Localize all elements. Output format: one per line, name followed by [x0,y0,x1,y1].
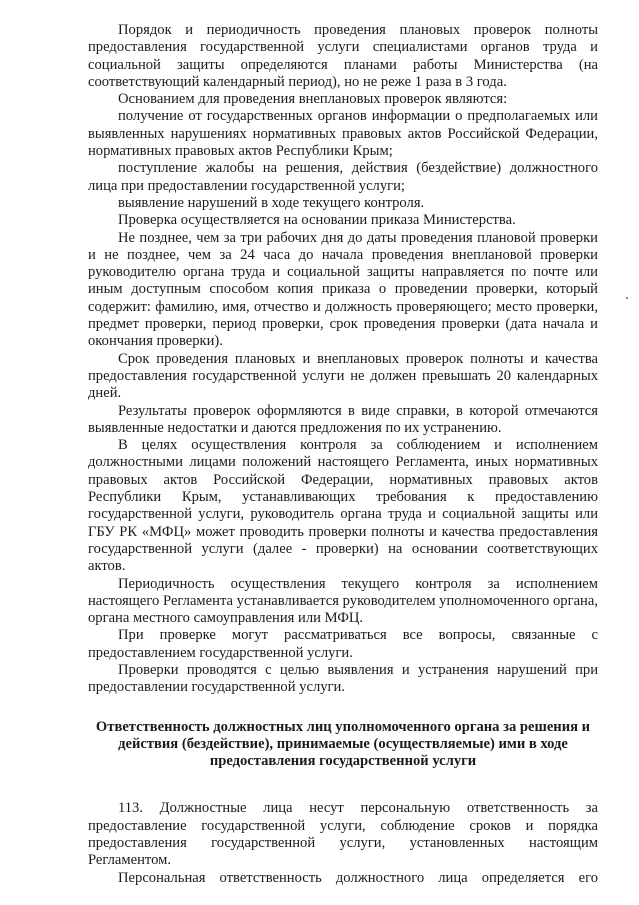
paragraph-order-notice: Не позднее, чем за три рабочих дня до даты проведения плановой проверки и не позднее, чем за 24 часа до начала проведения внеплановой проверки руководителю органа труда и социальной защиты направляется по почте или иным доступным способом копия приказа о проведении проверки, который содержит: фамилию, имя, отчество и должность проверяющего; место проверки, предмет проверки, период проверки, срок проведения проверки (дата начала и окончания проверки). [88,229,598,350]
document-page [88,22,598,887]
paragraph-control-purpose: В целях осуществления контроля за соблюдением и исполнением должностными лицами положений настоящего Регламента, иных нормативных правовых актов Российской Федерации, нормативных правовых актов Республики Крым, устанавливающих требования к предоставлению государственной услуги, руководитель органа труда и социальной защиты или ГБУ РК «МФЦ» может проводить проверки полноты и качества предоставления государственной услуги (далее - проверки) на основании соответствующих актов. [88,437,598,575]
paragraph-inspection-frequency: Порядок и периодичность проведения плановых проверок полноты предоставления государственной услуги специалистами органов труда и социальной защиты определяются планами работы Министерства (на соответствующий календарный период), но не реже 1 раза в 3 года. [88,22,598,90]
paragraph-control-periodicity: Периодичность осуществления текущего контроля за исполнением настоящего Регламента устанавливается руководителем уполномоченного органа, органа местного самоуправления или МФЦ. [88,575,598,627]
section-heading: Ответственность должностных лиц уполномоченного органа за решения и действия (бездействие), принимаемые (осуществляемые) ими в ходе предоставления государственной услуги [95,718,591,770]
paragraph-ground-complaint: поступление жалобы на решения, действия (бездействие) должностного лица при предоставлении государственной услуги; [88,160,598,194]
paragraph-inspection-goal: Проверки проводятся с целью выявления и устранения нарушений при предоставлении государственной услуги. [88,661,598,696]
paragraph-unscheduled-grounds: Основанием для проведения внеплановых проверок являются: [118,91,508,108]
paragraph-inspection-questions: При проверке могут рассматриваться все вопросы, связанные с предоставлением государственной услуги. [88,627,598,661]
paragraph-inspection-results: Результаты проверок оформляются в виде справки, в которой отмечаются выявленные недостатки и даются предложения по их устранению. [88,402,598,436]
paragraph-ground-violations: выявление нарушений в ходе текущего контроля. [118,194,425,211]
paragraph-113-responsibility: 113. Должностные лица несут персональную ответственность за предоставление государственной услуги, соблюдение сроков и порядка предоставления государственной услуги, установленных настоящим Регламентом. [88,800,598,869]
paragraph-order-basis: Проверка осуществляется на основании приказа Министерства. [118,212,516,229]
scan-mark [626,297,628,299]
paragraph-personal-responsibility: Персональная ответственность должностного лица определяется его [118,869,598,886]
paragraph-ground-information: получение от государственных органов информации о предполагаемых или выявленных нарушениях нормативных правовых актов Российской Федерации, нормативных правовых актов Республики Крым; [88,108,598,160]
paragraph-inspection-term: Срок проведения плановых и внеплановых проверок полноты и качества предоставления государственной услуги не должен превышать 20 календарных дней. [88,350,598,402]
